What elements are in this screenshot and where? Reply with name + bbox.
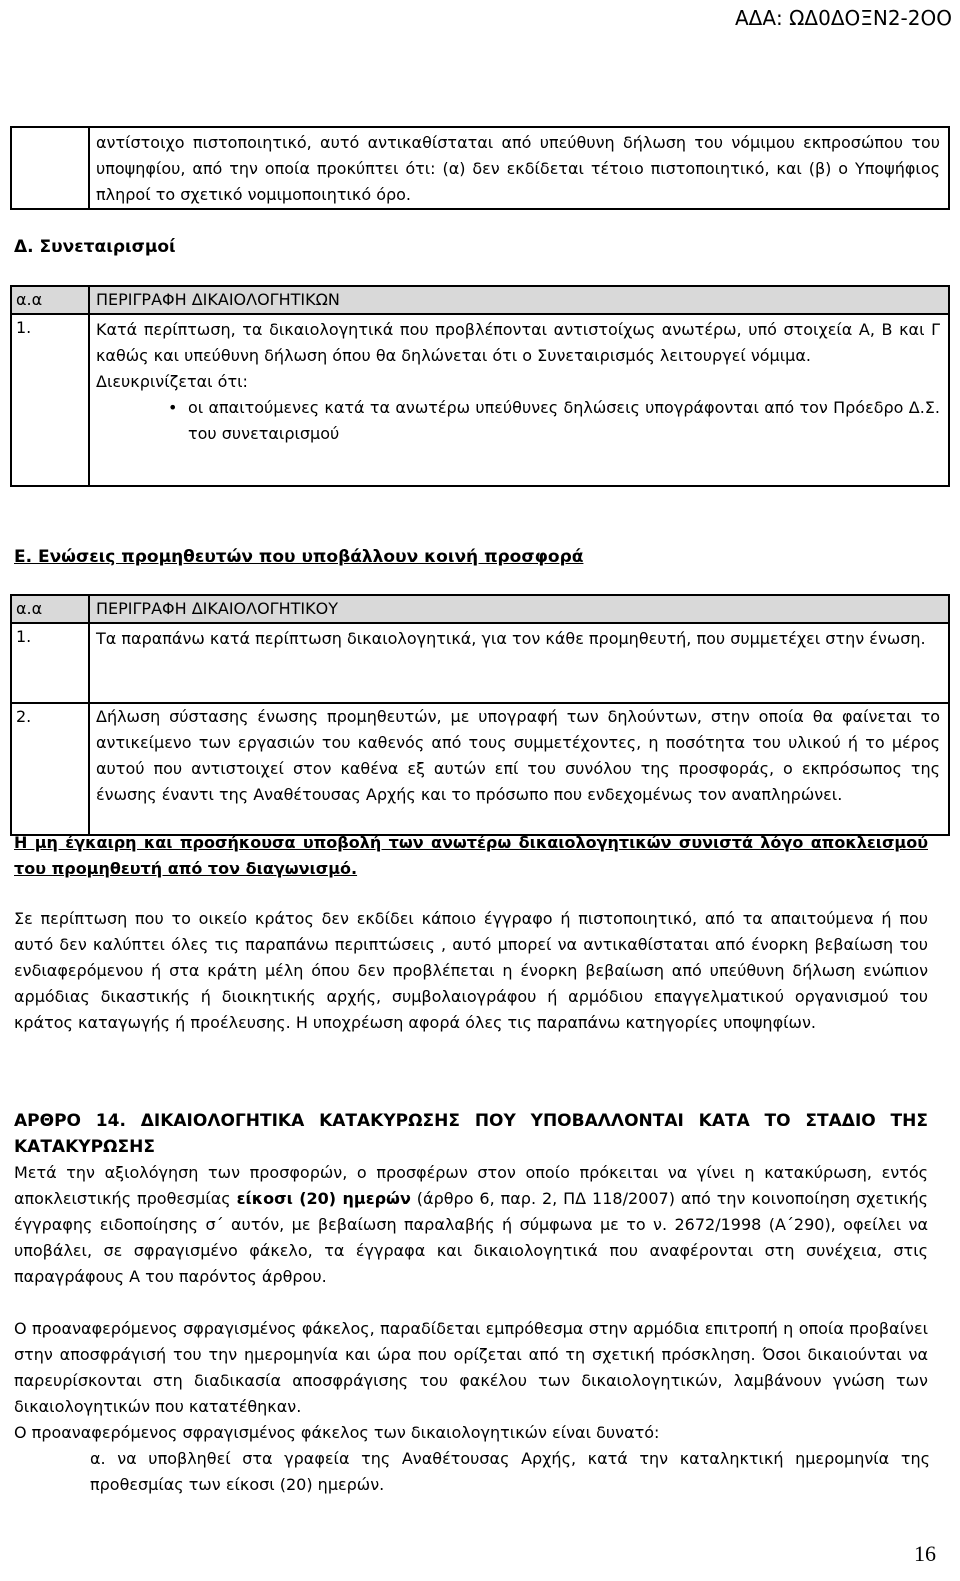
- section-d-title: Δ. Συνεταιρισμοί: [14, 237, 176, 257]
- article-14-deadline: είκοσι (20) ημερών: [236, 1189, 411, 1208]
- section-e-table: [10, 594, 950, 836]
- section-e-row-number-2: 2.: [11, 703, 89, 835]
- section-e-row-text-1: Τα παραπάνω κατά περίπτωση δικαιολογητικά, για τον κάθε προμηθευτή, που συμμετέχει στην ένωση.: [89, 623, 949, 703]
- section-d-row-number: 1.: [11, 314, 89, 486]
- section-d-table: [10, 285, 950, 487]
- article-14-p1-end: (άρθρο 6, παρ. 2, ΠΔ 118/2007) από την κοινοποίηση σχετικής έγγραφης ειδοποίησης σ΄ αυτόν, με βεβαίωση παραλαβής ή σύμφωνα με το ν. 2672/1998 (Α΄290), οφείλει να υποβάλει, σε σφραγισμένο φάκελο, τα έγγραφα και δικαιολογητικά που αναφέρονται στη συνέχεια, στις παραγράφους Α του παρόντος άρθρου.: [14, 1189, 928, 1286]
- section-e-title: Ε. Ενώσεις προμηθευτών που υποβάλλουν κοινή προσφορά: [14, 547, 584, 567]
- section-d-row-text: Κατά περίπτωση, τα δικαιολογητικά που προβλέπονται αντιστοίχως ανωτέρω, υπό στοιχεία Α, Β και Γ καθώς και υπεύθυνη δήλωση όπου θα δηλώνεται ότι ο Συνεταιρισμός λειτουργεί νόμιμα.: [96, 320, 940, 365]
- section-e-column-header: ΠΕΡΙΓΡΑΦΗ ΔΙΚΑΙΟΛΟΓΗΤΙΚΟΥ: [89, 595, 949, 623]
- article-14-title: ΑΡΘΡΟ 14. ΔΙΚΑΙΟΛΟΓΗΤΙΚΑ ΚΑΤΑΚΥΡΩΣΗΣ ΠΟΥ ΥΠΟΒΑΛΛΟΝΤΑΙ ΚΑΤΑ ΤΟ ΣΤΑΔΙΟ ΤΗΣ ΚΑΤΑΚΥΡΩΣΗΣ: [14, 1111, 928, 1157]
- section-d-clarify: Διευκρινίζεται ότι:: [96, 372, 248, 391]
- section-d-column-header: ΠΕΡΙΓΡΑΦΗ ΔΙΚΑΙΟΛΟΓΗΤΙΚΩΝ: [89, 286, 949, 314]
- section-e-row-text-2: Δήλωση σύστασης ένωσης προμηθευτών, με υπογραφή των δηλούντων, στην οποία θα φαίνεται το αντικείμενο των εργασιών του καθενός από τους συμμετέχοντες, η ποσότητα του υλικού ή το μέρος αυτού που αντιστοιχεί στον καθένα εξ αυτών επί του συνόλου της προσφοράς, ο εκπρόσωπος της ένωσης έναντι της Αναθέτουσας Αρχής και το πρόσωπο που ενδεχομένως τον αναπληρώνει.: [89, 703, 949, 835]
- continuation-table: [10, 126, 950, 210]
- article-14-paragraph-1: [14, 1160, 928, 1290]
- document-ada-code: ΑΔΑ: ΩΔ0ΔΟΞΝ2-2ΟΟ: [734, 6, 952, 30]
- bullet-icon: •: [168, 398, 178, 417]
- article-14-item-a: α. να υποβληθεί στα γραφεία της Αναθέτουσας Αρχής, κατά την καταληκτική ημερομηνία της προθεσμίας των είκοσι (20) ημερών.: [90, 1449, 930, 1494]
- article-14-paragraph-2: Ο προαναφερόμενος σφραγισμένος φάκελος, παραδίδεται εμπρόθεσμα στην αρμόδια επιτροπή η οποία προβαίνει στην αποσφράγισή του την ημερομηνία και ώρα που ορίζεται από τη σχετική πρόσκληση. Όσοι δικαιούνται να παρευρίσκονται στη διαδικασία αποσφράγισης του φακέλου των δικαιολογητικών, λαμβάνουν γνώση των δικαιολογητικών που κατατέθηκαν.: [14, 1319, 928, 1416]
- section-e-row-number-1: 1.: [11, 623, 89, 703]
- section-d-aa-label: α.α: [11, 286, 89, 314]
- country-documents-paragraph: Σε περίπτωση που το οικείο κράτος δεν εκδίδει κάποιο έγγραφο ή πιστοποιητικό, από τα απαιτούμενα ή που αυτό δεν καλύπτει όλες τις παραπάνω περιπτώσεις , αυτό μπορεί να αντικαθίσταται από ένορκη βεβαίωση του ενδιαφερόμενου ή στα κράτη μέλη όπου δεν προβλέπεται η ένορκη βεβαίωση από υπεύθυνη δήλωση ενώπιον αρμόδιας δικαστικής ή διοικητικής αρχής, συμβολαιογράφου ή αρμόδιου επαγγελματικού οργανισμού του κράτος καταγωγής ή προέλευσης. Η υποχρέωση αφορά όλες τις παραπάνω κατηγορίες υποψηφίων.: [14, 909, 928, 1032]
- article-14-p1-start: Μετά την αξιολόγηση των προσφορών, ο προσφέρων στον οποίο πρόκειται να γίνει η κατακύρωση, εντός αποκλειστικής προθεσμίας: [14, 1163, 928, 1208]
- exclusion-warning: Η μη έγκαιρη και προσήκουσα υποβολή των ανωτέρω δικαιολογητικών συνιστά λόγο αποκλεισμού του προμηθευτή από τον διαγωνισμό.: [14, 833, 928, 878]
- section-d-bullet-text: οι απαιτούμενες κατά τα ανωτέρω υπεύθυνες δηλώσεις υπογράφονται από τον Πρόεδρο Δ.Σ. του συνεταιρισμού: [188, 398, 940, 443]
- page-number: 16: [914, 1541, 936, 1566]
- section-e-aa-label: α.α: [11, 595, 89, 623]
- continuation-text: αντίστοιχο πιστοποιητικό, αυτό αντικαθίσταται από υπεύθυνη δήλωση του νόμιμου εκπροσώπου του υποψηφίου, από την οποία προκύπτει ότι: (α) δεν εκδίδεται τέτοιο πιστοποιητικό, και (β) ο Υποψήφιος πληροί το σχετικό νομιμοποιητικό όρο.: [89, 127, 949, 209]
- article-14-paragraph-3: Ο προαναφερόμενος σφραγισμένος φάκελος των δικαιολογητικών είναι δυνατό:: [14, 1423, 660, 1442]
- section-d-bullet-item: [96, 395, 940, 447]
- empty-label-cell: [11, 127, 89, 209]
